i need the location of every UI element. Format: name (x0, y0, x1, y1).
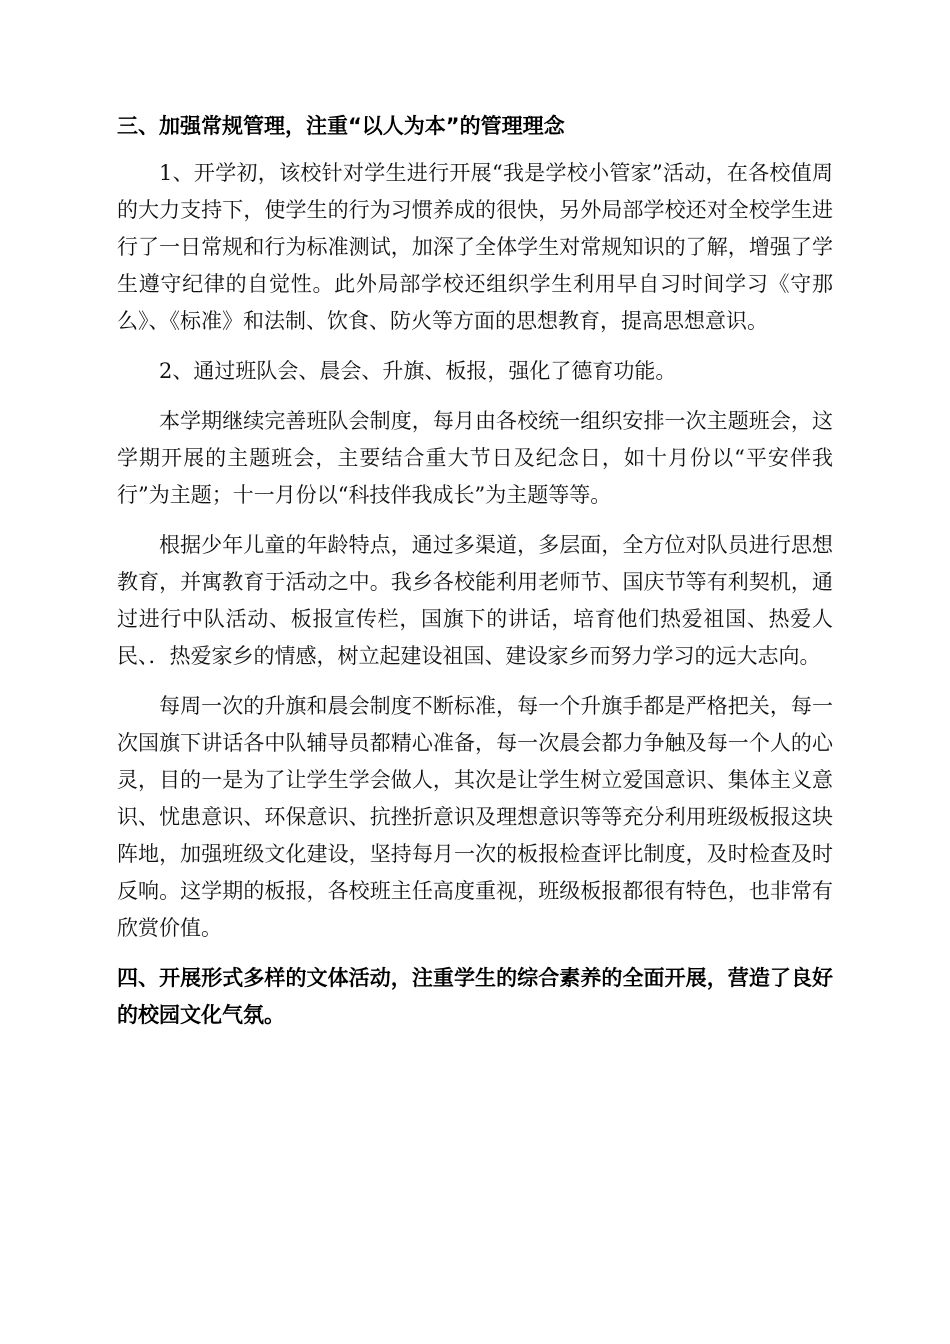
document-body (117, 108, 833, 1034)
paragraph-4: 根据少年儿童的年龄特点，通过多渠道，多层面，全方位对队员进行思想教育，并寓教育于活动之中。我乡各校能利用老师节、国庆节等有利契机，通过进行中队活动、板报宣传栏，国旗下的讲话，培育他们热爱祖国、热爱人民、．热爱家乡的情感，树立起建设祖国、建设家乡而努力学习的远大志向。 (117, 533, 833, 668)
paragraph-3: 本学期继续完善班队会制度，每月由各校统一组织安排一次主题班会，这学期开展的主题班会，主要结合重大节日及纪念日，如十月份以“平安伴我行”为主题；十一月份以“科技伴我成长”为主题等等。 (117, 409, 833, 507)
paragraph-5: 每周一次的升旗和晨会制度不断标准，每一个升旗手都是严格把关，每一次国旗下讲话各中队辅导员都精心准备，每一次晨会都力争触及每一个人的心灵，目的一是为了让学生学会做人，其次是让学生树立爱国意识、集体主义意识、忧患意识、环保意识、抗挫折意识及理想意识等等充分利用班级板报这块阵地，加强班级文化建设，坚持每月一次的板报检查评比制度，及时检查及时反响。这学期的板报，各校班主任高度重视，班级板报都很有特色，也非常有欣赏价值。 (117, 694, 833, 940)
paragraph-1: 1、开学初，该校针对学生进行开展“我是学校小管家”活动，在各校值周的大力支持下，使学生的行为习惯养成的很快，另外局部学校还对全校学生进行了一日常规和行为标准测试，加深了全体学生对常规知识的了解，增强了学生遵守纪律的自觉性。此外局部学校还组织学生利用早自习时间学习《守那么》、《标准》和法制、饮食、防火等方面的思想教育，提高思想意识。 (117, 161, 833, 333)
section-heading-3: 三、加强常规管理，注重“以人为本”的管理理念 (117, 114, 565, 138)
paragraph-2: 2、通过班队会、晨会、升旗、板报，强化了德育功能。 (159, 359, 677, 383)
section-heading-4: 四、开展形式多样的文体活动，注重学生的综合素养的全面开展，营造了良好的校园文化气氛。 (117, 966, 833, 1027)
